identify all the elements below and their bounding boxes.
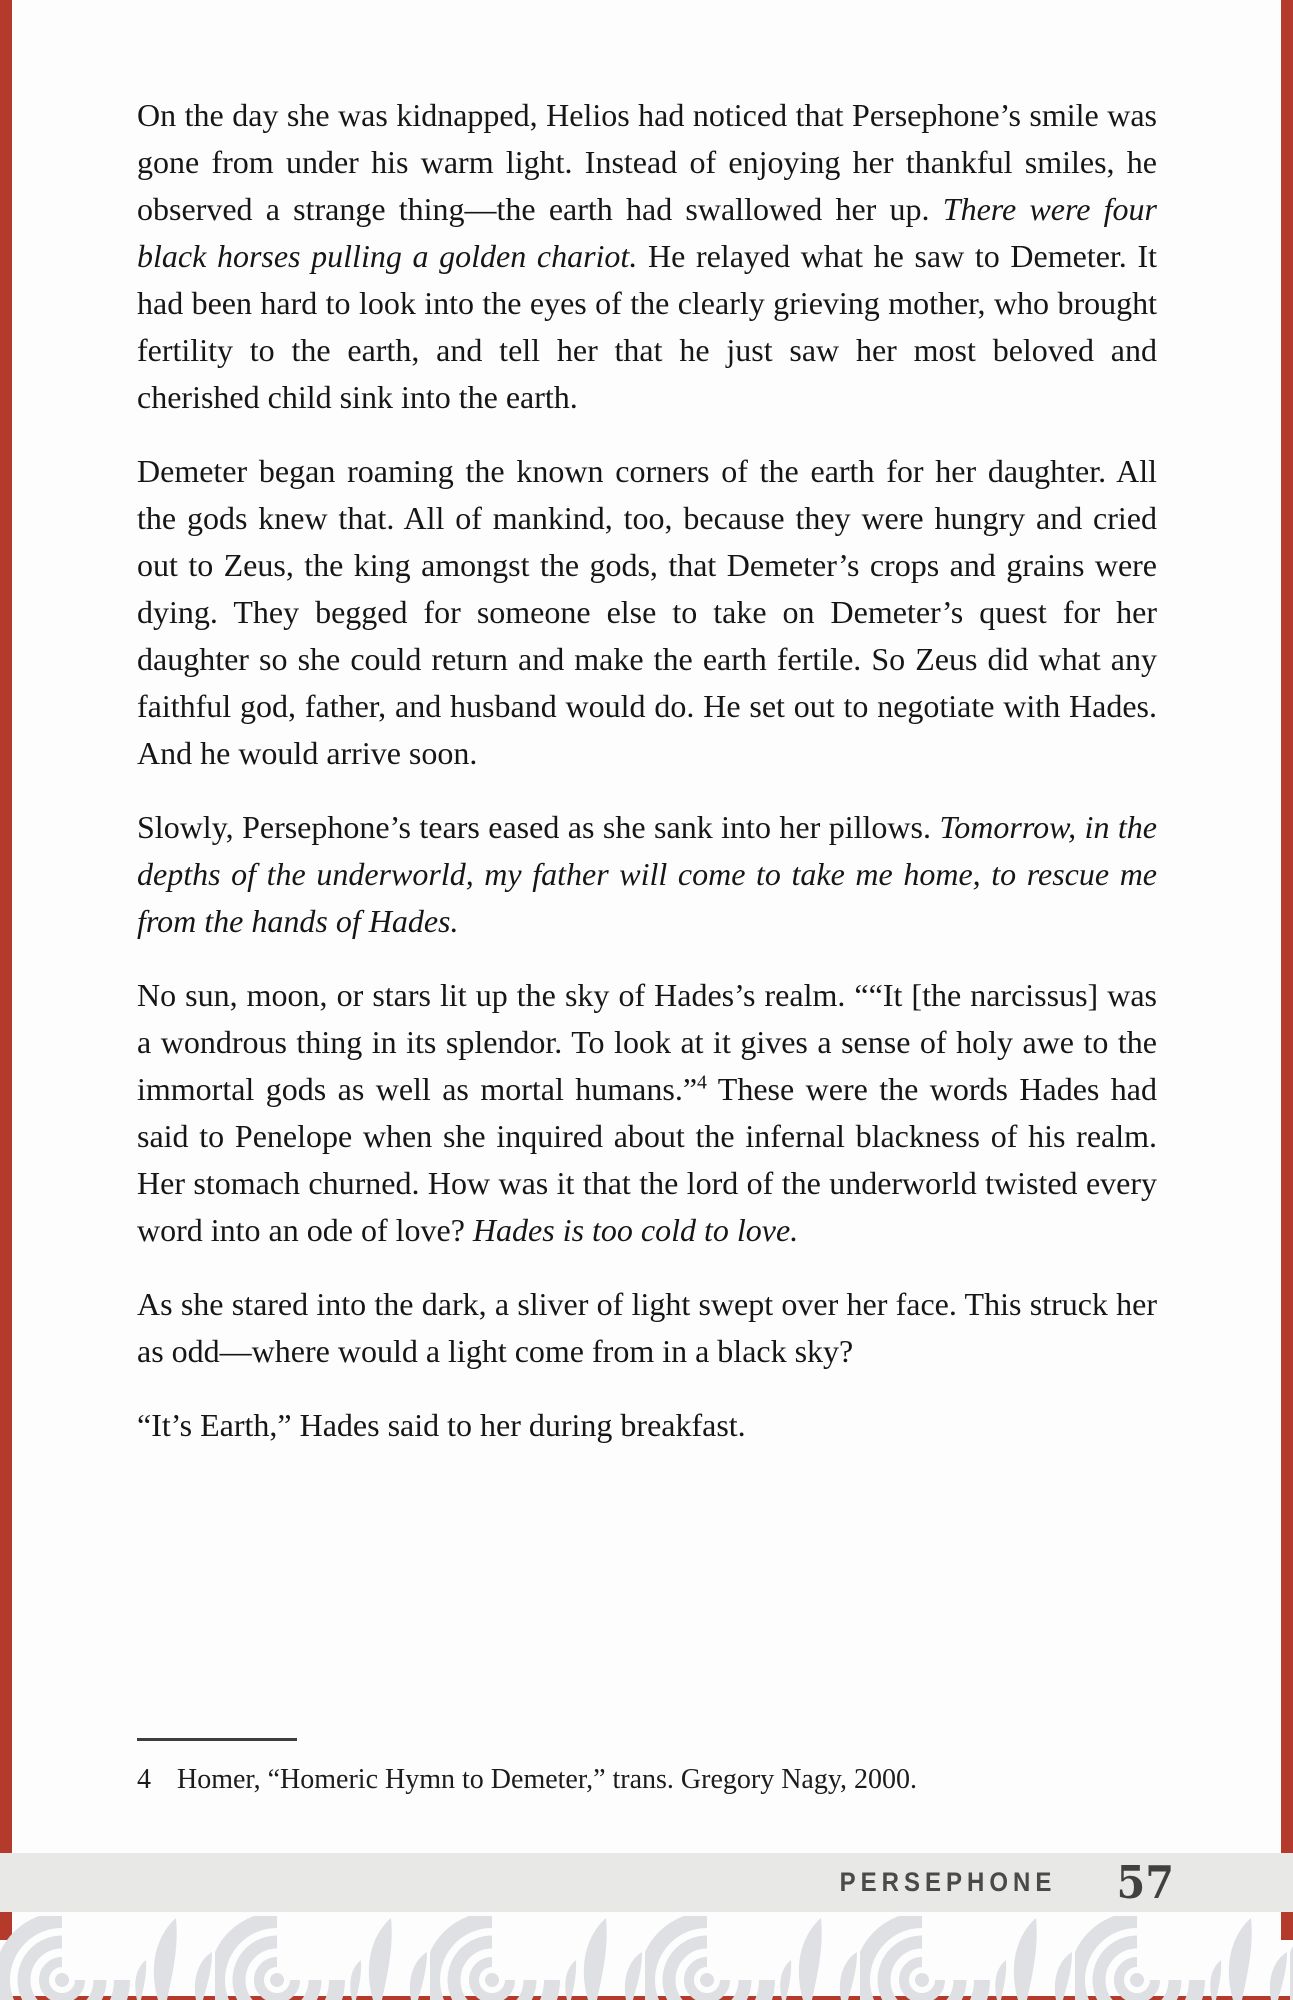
page-number: 57 <box>1116 1856 1175 1909</box>
body-paragraph <box>137 1281 1157 1375</box>
running-head-title: PERSEPHONE <box>839 1866 1057 1898</box>
footnote-reference: 4 <box>697 1071 707 1094</box>
footnote-rule <box>137 1738 297 1741</box>
koru-pattern-graphic <box>0 1916 1293 2000</box>
text-segment: No sun, moon, or stars lit up the sky of Hades’s realm. ““It [the narcissus] was a wondrous thing in its splendor. To look at it gives a sense of holy awe to the immortal gods as well as mortal humans.” <box>137 977 1157 1107</box>
running-footer <box>0 1853 1293 1912</box>
footnote-block <box>137 1738 1157 1797</box>
italic-text-segment: There were four black horses pulling a golden chariot. <box>137 191 1158 274</box>
text-segment: He relayed what he saw to Demeter. It had been hard to look into the eyes of the clearly grieving mother, who brought fertility to the earth, and tell her that he just saw her most beloved and cherished child sink into the earth. <box>137 238 1158 415</box>
text-segment: Slowly, Persephone’s tears eased as she sank into her pillows. <box>137 809 940 845</box>
text-segment: Demeter began roaming the known corners of the earth for her daughter. All the gods knew that. All of mankind, too, because they were hungry and cried out to Zeus, the king amongst the gods, that Demeter’s crops and grains were dying. They begged for someone else to take on Demeter’s quest for her daughter so she could return and make the earth fertile. So Zeus did what any faithful god, father, and husband would do. He set out to negotiate with Hades. And he would arrive soon. <box>137 453 1157 771</box>
text-segment: As she stared into the dark, a sliver of light swept over her face. This struck her as odd—where would a light come from in a black sky? <box>137 1286 1157 1369</box>
page-edge-trim-right <box>1281 0 1293 1940</box>
text-segment: These were the words Hades had said to Penelope when she inquired about the infernal blackness of his realm. Her stomach churned. How was it that the lord of the underworld twisted every word into an ode of love? <box>137 1071 1158 1248</box>
body-paragraph <box>137 1402 1157 1449</box>
body-paragraph <box>137 972 1157 1254</box>
italic-text-segment: Tomorrow, in the depths of the underworld, my father will come to take me home, to rescue me from the hands of Hades. <box>137 809 1158 939</box>
italic-text-segment: Hades is too cold to love. <box>472 1212 799 1248</box>
footnote-text: Homer, “Homeric Hymn to Demeter,” trans. Gregory Nagy, 2000. <box>177 1764 918 1795</box>
body-paragraph <box>137 448 1157 777</box>
page-edge-trim-left <box>0 0 12 1940</box>
text-segment: “It’s Earth,” Hades said to her during breakfast. <box>137 1407 746 1443</box>
text-segment: On the day she was kidnapped, Helios had noticed that Persephone’s smile was gone from under his warm light. Instead of enjoying her thankful smiles, he observed a strange thing—the earth had swallowed her up. <box>137 97 1157 227</box>
footnote-number: 4 <box>137 1764 151 1795</box>
body-paragraph <box>137 804 1157 945</box>
footnote <box>137 1763 1157 1797</box>
body-paragraph <box>137 92 1157 421</box>
ornament-border <box>0 1916 1293 2000</box>
body-text-column <box>137 92 1157 1476</box>
